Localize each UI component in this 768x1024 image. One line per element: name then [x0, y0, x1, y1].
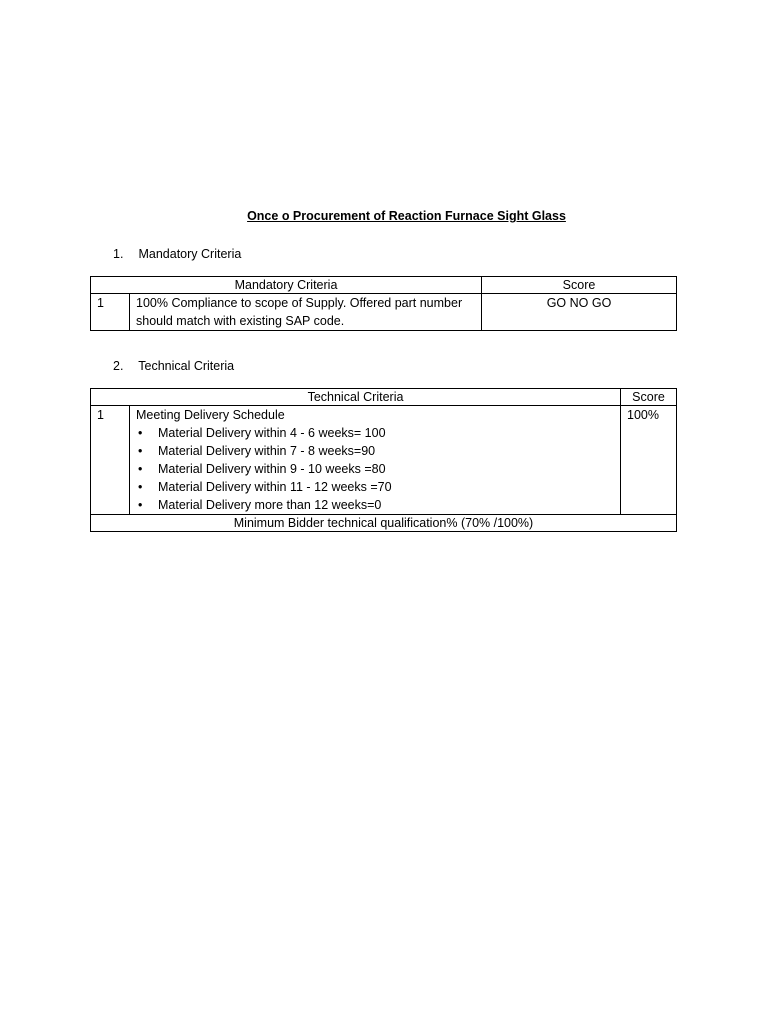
- table-header-row: [91, 277, 677, 294]
- mandatory-criteria-table: [90, 276, 677, 331]
- header-score: Score: [621, 389, 677, 406]
- section-number: 1.: [113, 247, 124, 261]
- header-criteria: Technical Criteria: [91, 389, 621, 406]
- criteria-title: Meeting Delivery Schedule: [136, 408, 285, 422]
- section-label: Mandatory Criteria: [138, 247, 242, 261]
- row-score: GO NO GO: [482, 294, 677, 331]
- header-score: Score: [482, 277, 677, 294]
- row-index: 1: [91, 406, 130, 515]
- list-item: • Material Delivery within 7 - 8 weeks=90: [136, 442, 614, 460]
- list-item: • Material Delivery within 4 - 6 weeks= 100: [136, 424, 614, 442]
- table-header-row: [91, 389, 677, 406]
- row-criteria: 100% Compliance to scope of Supply. Offered part number should match with existing SAP code.: [130, 294, 482, 331]
- row-criteria: [130, 406, 621, 515]
- document-title: Once o Procurement of Reaction Furnace Sight Glass: [247, 209, 566, 223]
- technical-criteria-table: [90, 388, 677, 532]
- table-footer-row: [91, 515, 677, 532]
- section-number: 2.: [113, 359, 124, 373]
- header-criteria: Mandatory Criteria: [91, 277, 482, 294]
- list-item: • Material Delivery more than 12 weeks=0: [136, 496, 614, 514]
- section-label: Technical Criteria: [138, 359, 235, 373]
- section-heading-technical: [113, 359, 234, 373]
- row-index: 1: [91, 294, 130, 331]
- list-item: • Material Delivery within 11 - 12 weeks =70: [136, 478, 614, 496]
- table-row: [91, 294, 677, 331]
- row-score: 100%: [621, 406, 677, 515]
- qualification-footer: Minimum Bidder technical qualification% (70% /100%): [91, 515, 677, 532]
- criteria-bullet-list: [136, 424, 614, 514]
- table-row: [91, 406, 677, 515]
- section-heading-mandatory: [113, 247, 241, 261]
- list-item: • Material Delivery within 9 - 10 weeks =80: [136, 460, 614, 478]
